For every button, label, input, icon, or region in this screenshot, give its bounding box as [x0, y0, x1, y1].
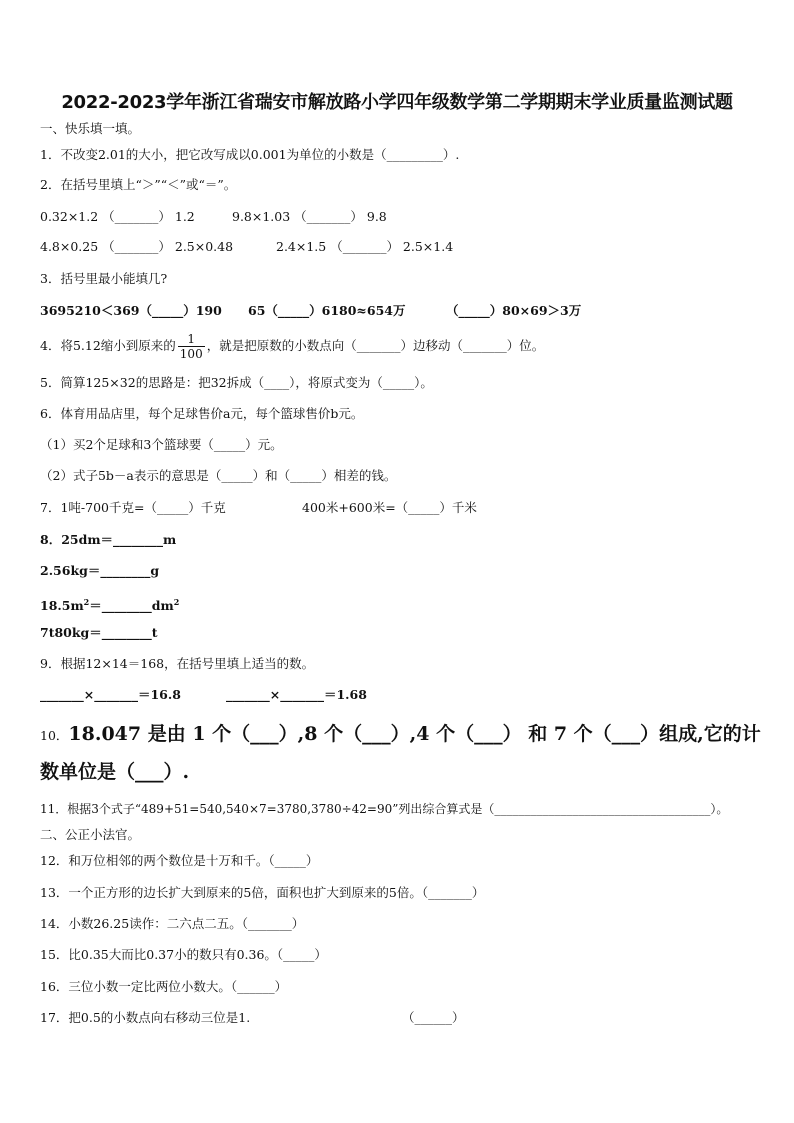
- question-4-suffix: ，就是把原数的小数点向（_______）边移动（_______）位。: [206, 338, 545, 353]
- question-5: 5．简算125×32的思路是：把32拆成（____），将原式变为（_____）。: [40, 375, 433, 390]
- question-10-line-1: 18.047 是由 1 个（___）,8 个（___）,4 个（___） 和 7 个（___）组成,它的计: [68, 723, 761, 745]
- question-16: 16．三位小数一定比两位小数大。（______）: [40, 979, 288, 994]
- question-1: 1．不改变2.01的大小，把它改写成以0.001为单位的小数是（_________）.: [40, 147, 460, 162]
- question-9b: _______×_______＝1.68: [226, 687, 367, 702]
- question-2d: 2.4×1.5 （_______） 2.5×1.4: [276, 239, 454, 254]
- question-7a: 7．1吨-700千克=（_____）千克: [40, 500, 226, 515]
- question-8c: [40, 593, 179, 615]
- question-6a: （1）买2个足球和3个篮球要（_____）元。: [40, 437, 283, 452]
- question-8d: 7t80kg＝________t: [40, 625, 158, 640]
- question-10: [40, 721, 761, 747]
- question-14: 14．小数26.25读作：二六点二五。（_______）: [40, 916, 305, 931]
- fraction-one-hundredth: [178, 332, 205, 361]
- question-8b: 2.56kg＝________g: [40, 563, 160, 578]
- question-2: 2．在括号里填上“＞”“＜”或“＝”。: [40, 177, 237, 192]
- question-4: [40, 330, 544, 362]
- question-15: 15．比0.35大而比0.37小的数只有0.36。（_____）: [40, 947, 327, 962]
- question-3c: （_____）80×69＞3万: [446, 303, 582, 318]
- section-heading-1: 一、快乐填一填。: [40, 121, 141, 136]
- question-6b: （2）式子5b－a表示的意思是（_____）和（_____）相差的钱。: [40, 468, 397, 483]
- question-9a: _______×_______＝16.8: [40, 687, 181, 702]
- question-9: 9．根据12×14＝168，在括号里填上适当的数。: [40, 656, 315, 671]
- fraction-denominator: 100: [179, 347, 203, 361]
- question-8c-right: ＝________dm: [89, 598, 174, 614]
- question-8a: 8．25dm＝________m: [40, 532, 177, 547]
- question-13: 13．一个正方形的边长扩大到原来的5倍，面积也扩大到原来的5倍。（_______）: [40, 885, 485, 900]
- question-2c: 4.8×0.25 （_______） 2.5×0.48: [40, 239, 234, 254]
- question-17: 17．把0.5的小数点向右移动三位是1.: [40, 1010, 251, 1025]
- question-7b: 400米+600米=（_____）千米: [302, 500, 477, 515]
- question-11: 11．根据3个式子“489+51=540,540×7=3780,3780÷42=90”列出综合算式是（____________________________________）。: [40, 802, 729, 816]
- superscript-2: 2: [173, 597, 180, 607]
- question-17-answer-blank: （______）: [402, 1010, 465, 1025]
- question-10-number: 10．: [40, 728, 69, 743]
- superscript-2: 2: [83, 597, 90, 607]
- question-3a: 3695210＜369（_____）190: [40, 303, 222, 318]
- question-12: 12．和万位相邻的两个数位是十万和千。（_____）: [40, 853, 319, 868]
- section-heading-2: 二、公正小法官。: [40, 827, 141, 842]
- page-title: 2022-2023学年浙江省瑞安市解放路小学四年级数学第二学期期末学业质量监测试题: [61, 92, 733, 113]
- question-4-prefix: 4．将5.12缩小到原来的: [40, 338, 176, 353]
- question-2a: 0.32×1.2 （_______） 1.2: [40, 209, 195, 224]
- question-3b: 65（_____）6180≈654万: [248, 303, 406, 318]
- question-10-line-2: 数单位是（___）.: [40, 761, 190, 783]
- question-6: 6．体育用品店里，每个足球售价a元，每个篮球售价b元。: [40, 406, 364, 421]
- fraction-numerator: 1: [178, 332, 205, 347]
- question-3: 3．括号里最小能填几?: [40, 271, 168, 286]
- question-8c-left: 18.5m: [40, 598, 84, 614]
- question-2b: 9.8×1.03 （_______） 9.8: [232, 209, 387, 224]
